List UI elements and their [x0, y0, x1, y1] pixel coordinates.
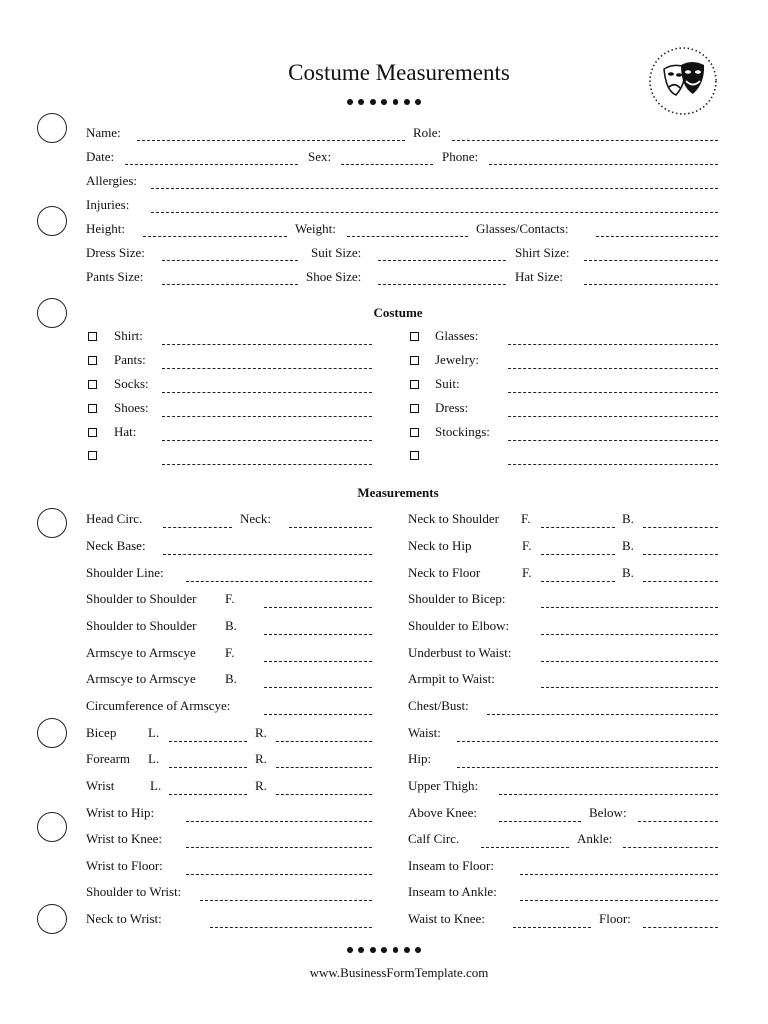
date-label: Date: [86, 149, 115, 164]
neck-to-shoulder-front-field[interactable] [541, 527, 615, 528]
costume-item-label: Socks: [114, 376, 149, 391]
ankle-label: Ankle: [577, 831, 613, 846]
dress-size-field[interactable] [162, 260, 298, 261]
glasses-contacts-label: Glasses/Contacts: [476, 221, 569, 236]
costume-checkbox[interactable] [410, 380, 419, 389]
inseam-to-floor-field[interactable] [520, 874, 718, 875]
costume-checkbox[interactable] [410, 332, 419, 341]
costume-item-label: Hat: [114, 424, 137, 439]
circumference-of-armscye-label: Circumference of Armscye: [86, 698, 231, 713]
armscye-to-armscye-label: Armscye to Armscye [86, 645, 196, 660]
neck-to-hip-back-field[interactable] [643, 554, 718, 555]
injuries-label: Injuries: [86, 197, 130, 212]
costume-item-label: Stockings: [435, 424, 490, 439]
inseam-to-ankle-label: Inseam to Ankle: [408, 884, 497, 899]
costume-item-label: Pants: [114, 352, 146, 367]
neck-to-floor-front-field[interactable] [541, 581, 615, 582]
inseam-to-floor-label: Inseam to Floor: [408, 858, 494, 873]
shirt-size-label: Shirt Size: [515, 245, 570, 260]
shoulder-to-wrist-field[interactable] [200, 900, 372, 901]
armpit-to-waist-field[interactable] [541, 687, 718, 688]
shoulder-to-shoulder-front-field[interactable] [264, 607, 372, 608]
below-label: Below: [589, 805, 627, 820]
role-field[interactable] [452, 140, 718, 141]
left-label: L. [148, 725, 160, 740]
bicep-label: Bicep [86, 725, 117, 740]
neck-to-shoulder-label: Neck to Shoulder [408, 511, 499, 526]
costume-item-label: Suit: [435, 376, 460, 391]
phone-field[interactable] [489, 164, 718, 165]
neck-label: Neck: [240, 511, 272, 526]
neck-to-wrist-field[interactable] [210, 927, 372, 928]
hat-size-label: Hat Size: [515, 269, 564, 284]
costume-item-field[interactable] [508, 344, 718, 345]
neck-to-floor-label: Neck to Floor [408, 565, 481, 580]
inseam-to-ankle-field[interactable] [520, 900, 718, 901]
armscye-to-armscye-front-field[interactable] [264, 661, 372, 662]
weight-label: Weight: [295, 221, 336, 236]
wrist-to-floor-field[interactable] [186, 874, 372, 875]
costume-item-label: Shoes: [114, 400, 149, 415]
phone-label: Phone: [442, 149, 479, 164]
chest-bust-label: Chest/Bust: [408, 698, 469, 713]
costume-checkbox[interactable] [410, 428, 419, 437]
name-label: Name: [86, 125, 121, 140]
shoulder-line-label: Shoulder Line: [86, 565, 164, 580]
shoulder-to-wrist-label: Shoulder to Wrist: [86, 884, 182, 899]
costume-item-field[interactable] [162, 392, 372, 393]
armscye-to-armscye-back-field[interactable] [264, 687, 372, 688]
shirt-size-field[interactable] [584, 260, 718, 261]
hip-field[interactable] [457, 767, 718, 768]
page-title: Costume Measurements [288, 60, 510, 85]
forearm-left-field[interactable] [169, 767, 247, 768]
injuries-field[interactable] [151, 212, 718, 213]
costume-checkbox[interactable] [410, 404, 419, 413]
costume-item-field[interactable] [508, 440, 718, 441]
bicep-right-field[interactable] [276, 741, 372, 742]
armpit-to-waist-label: Armpit to Waist: [408, 671, 495, 686]
waist-to-floor-field[interactable] [643, 927, 718, 928]
left-label: L. [150, 778, 162, 793]
role-label: Role: [413, 125, 442, 140]
bicep-left-field[interactable] [169, 741, 247, 742]
upper-thigh-field[interactable] [499, 794, 718, 795]
costume-item-field[interactable] [162, 464, 372, 465]
underbust-to-waist-label: Underbust to Waist: [408, 645, 512, 660]
binder-hole [37, 718, 67, 748]
shoulder-to-elbow-label: Shoulder to Elbow: [408, 618, 510, 633]
binder-hole [37, 298, 67, 328]
wrist-to-floor-label: Wrist to Floor: [86, 858, 163, 873]
sex-label: Sex: [308, 149, 332, 164]
front-label: F. [225, 645, 235, 660]
back-label: B. [622, 538, 634, 553]
neck-base-label: Neck Base: [86, 538, 146, 553]
costume-item-label: Glasses: [435, 328, 479, 343]
binder-hole [37, 206, 67, 236]
costume-checkbox[interactable] [88, 356, 97, 365]
neck-to-wrist-label: Neck to Wrist: [86, 911, 162, 926]
floor-label: Floor: [599, 911, 631, 926]
shoe-size-label: Shoe Size: [306, 269, 362, 284]
back-label: B. [225, 671, 237, 686]
front-label: F. [522, 565, 532, 580]
right-label: R. [255, 778, 267, 793]
costume-item-field[interactable] [508, 392, 718, 393]
dress-size-label: Dress Size: [86, 245, 145, 260]
calf-circ-label: Calf Circ. [408, 831, 460, 846]
neck-to-shoulder-back-field[interactable] [643, 527, 718, 528]
below-knee-field[interactable] [638, 821, 718, 822]
head-circ-label: Head Circ. [86, 511, 143, 526]
binder-hole [37, 904, 67, 934]
front-label: F. [521, 511, 531, 526]
waist-to-knee-field[interactable] [513, 927, 591, 928]
height-field[interactable] [143, 236, 287, 237]
calf-circ-field[interactable] [481, 847, 569, 848]
waist-to-knee-label: Waist to Knee: [408, 911, 485, 926]
costume-checkbox[interactable] [88, 332, 97, 341]
circumference-of-armscye-field[interactable] [264, 714, 372, 715]
shoulder-to-shoulder-back-field[interactable] [264, 634, 372, 635]
costume-checkbox[interactable] [410, 356, 419, 365]
wrist-right-field[interactable] [276, 794, 372, 795]
costume-item-field[interactable] [162, 344, 372, 345]
pants-size-field[interactable] [162, 284, 298, 285]
neck-base-field[interactable] [163, 554, 372, 555]
sex-field[interactable] [341, 164, 433, 165]
underbust-to-waist-field[interactable] [541, 661, 718, 662]
upper-thigh-label: Upper Thigh: [408, 778, 479, 793]
front-label: F. [225, 591, 235, 606]
back-label: B. [622, 511, 634, 526]
allergies-field[interactable] [151, 188, 718, 189]
costume-item-field[interactable] [162, 416, 372, 417]
shoulder-to-bicep-label: Shoulder to Bicep: [408, 591, 506, 606]
costume-checkbox[interactable] [88, 404, 97, 413]
pants-size-label: Pants Size: [86, 269, 144, 284]
costume-item-label: Dress: [435, 400, 469, 415]
costume-item-field[interactable] [162, 368, 372, 369]
wrist-to-knee-label: Wrist to Knee: [86, 831, 163, 846]
binder-hole [37, 508, 67, 538]
costume-checkbox[interactable] [88, 380, 97, 389]
ankle-field[interactable] [623, 847, 718, 848]
allergies-label: Allergies: [86, 173, 138, 188]
hip-label: Hip: [408, 751, 432, 766]
costume-checkbox[interactable] [88, 451, 97, 460]
shoe-size-field[interactable] [378, 284, 506, 285]
wrist-left-field[interactable] [169, 794, 247, 795]
wrist-label: Wrist [86, 778, 115, 793]
footer-url[interactable]: www.BusinessFormTemplate.com [309, 965, 489, 980]
weight-field[interactable] [347, 236, 468, 237]
costume-checkbox[interactable] [410, 451, 419, 460]
wrist-to-hip-label: Wrist to Hip: [86, 805, 155, 820]
name-field[interactable] [137, 140, 405, 141]
shoulder-to-elbow-field[interactable] [541, 634, 718, 635]
costume-item-field[interactable] [508, 464, 718, 465]
wrist-to-knee-field[interactable] [186, 847, 372, 848]
neck-to-floor-back-field[interactable] [643, 581, 718, 582]
costume-item-field[interactable] [508, 368, 718, 369]
costume-item-label: Shirt: [114, 328, 143, 343]
shoulder-to-shoulder-label: Shoulder to Shoulder [86, 618, 197, 633]
neck-field[interactable] [289, 527, 372, 528]
theater-masks-icon [648, 46, 718, 116]
neck-to-hip-label: Neck to Hip [408, 538, 472, 553]
armscye-to-armscye-label: Armscye to Armscye [86, 671, 196, 686]
waist-field[interactable] [457, 741, 718, 742]
forearm-right-field[interactable] [276, 767, 372, 768]
head-circ-field[interactable] [163, 527, 232, 528]
footer-ornament [347, 947, 421, 953]
waist-label: Waist: [408, 725, 441, 740]
binder-hole [37, 113, 67, 143]
wrist-to-hip-field[interactable] [186, 821, 372, 822]
chest-bust-field[interactable] [487, 714, 718, 715]
shoulder-to-bicep-field[interactable] [541, 607, 718, 608]
measurements-heading: Measurements [357, 485, 439, 500]
binder-hole [37, 812, 67, 842]
height-label: Height: [86, 221, 125, 236]
costume-item-label: Jewelry: [435, 352, 480, 367]
right-label: R. [255, 751, 267, 766]
costume-heading: Costume [373, 305, 423, 320]
back-label: B. [622, 565, 634, 580]
glasses-contacts-field[interactable] [596, 236, 718, 237]
date-field[interactable] [125, 164, 298, 165]
neck-to-hip-front-field[interactable] [541, 554, 615, 555]
front-label: F. [522, 538, 532, 553]
title-ornament [347, 99, 421, 105]
costume-checkbox[interactable] [88, 428, 97, 437]
costume-item-field[interactable] [162, 440, 372, 441]
suit-size-label: Suit Size: [311, 245, 362, 260]
shoulder-line-field[interactable] [186, 581, 372, 582]
above-knee-label: Above Knee: [408, 805, 477, 820]
shoulder-to-shoulder-label: Shoulder to Shoulder [86, 591, 197, 606]
back-label: B. [225, 618, 237, 633]
right-label: R. [255, 725, 267, 740]
suit-size-field[interactable] [378, 260, 506, 261]
forearm-label: Forearm [86, 751, 131, 766]
left-label: L. [148, 751, 160, 766]
costume-item-field[interactable] [508, 416, 718, 417]
above-knee-field[interactable] [499, 821, 581, 822]
hat-size-field[interactable] [584, 284, 718, 285]
